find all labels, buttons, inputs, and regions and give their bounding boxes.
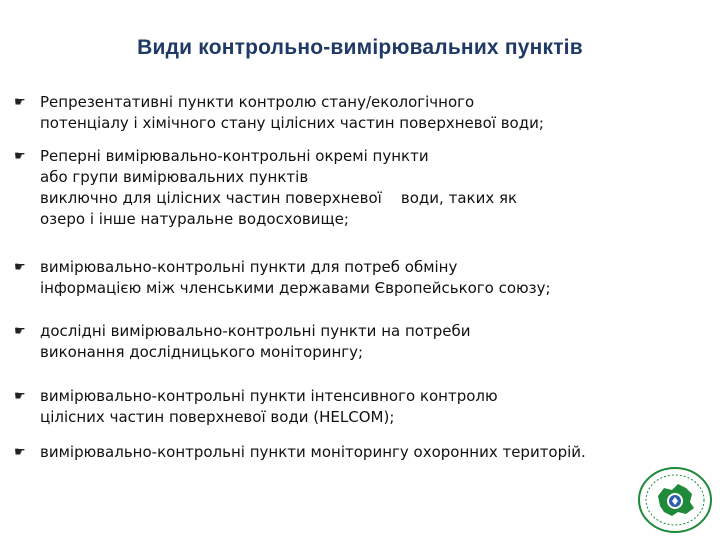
bullet-text [40, 146, 517, 230]
bullet-text [40, 442, 586, 463]
bullet-line: вимірювально-контрольні пункти для потреб обміну [40, 258, 458, 276]
bullet-line: озеро і інше натуральне водосховище; [40, 210, 349, 228]
bullet-line: дослідні вимірювально-контрольні пункти на потреби [40, 322, 471, 340]
bullet-item [14, 442, 586, 463]
bullet-line: або групи вимірювальних пунктів [40, 168, 309, 186]
bullet-line: Репрезентативні пункти контролю стану/екологічного [40, 93, 475, 111]
pointing-hand-icon: ☛ [14, 149, 26, 164]
bullet-line: виконання дослідницького моніторингу; [40, 343, 364, 361]
pointing-hand-icon: ☛ [14, 389, 26, 404]
bullet-line: цілісних частин поверхневої води (HELCOM); [40, 408, 395, 426]
bullet-text [40, 257, 551, 299]
slide-title: Види контрольно-вимірювальних пунктів [137, 36, 583, 59]
pointing-hand-icon: ☛ [14, 324, 26, 339]
bullet-item [14, 257, 551, 299]
bullet-line: вимірювально-контрольні пункти моніторингу охоронних територій. [40, 443, 586, 461]
bullet-line: Реперні вимірювально-контрольні окремі пункти [40, 147, 429, 165]
organization-seal-logo [636, 466, 714, 534]
bullet-text [40, 92, 544, 134]
bullet-text [40, 321, 470, 363]
bullet-item [14, 146, 517, 230]
pointing-hand-icon: ☛ [14, 445, 26, 460]
bullet-item [14, 92, 544, 134]
bullet-item [14, 386, 498, 428]
bullet-line: вимірювально-контрольні пункти інтенсивного контролю [40, 387, 498, 405]
bullet-text [40, 386, 498, 428]
bullet-line: потенціалу і хімічного стану цілісних частин поверхневої води; [40, 114, 544, 132]
pointing-hand-icon: ☛ [14, 95, 26, 110]
bullet-line: виключно для цілісних частин поверхневої води, таких як [40, 189, 518, 207]
bullet-line: інформацією між членськими державами Європейського союзу; [40, 279, 551, 297]
pointing-hand-icon: ☛ [14, 260, 26, 275]
bullet-item [14, 321, 470, 363]
